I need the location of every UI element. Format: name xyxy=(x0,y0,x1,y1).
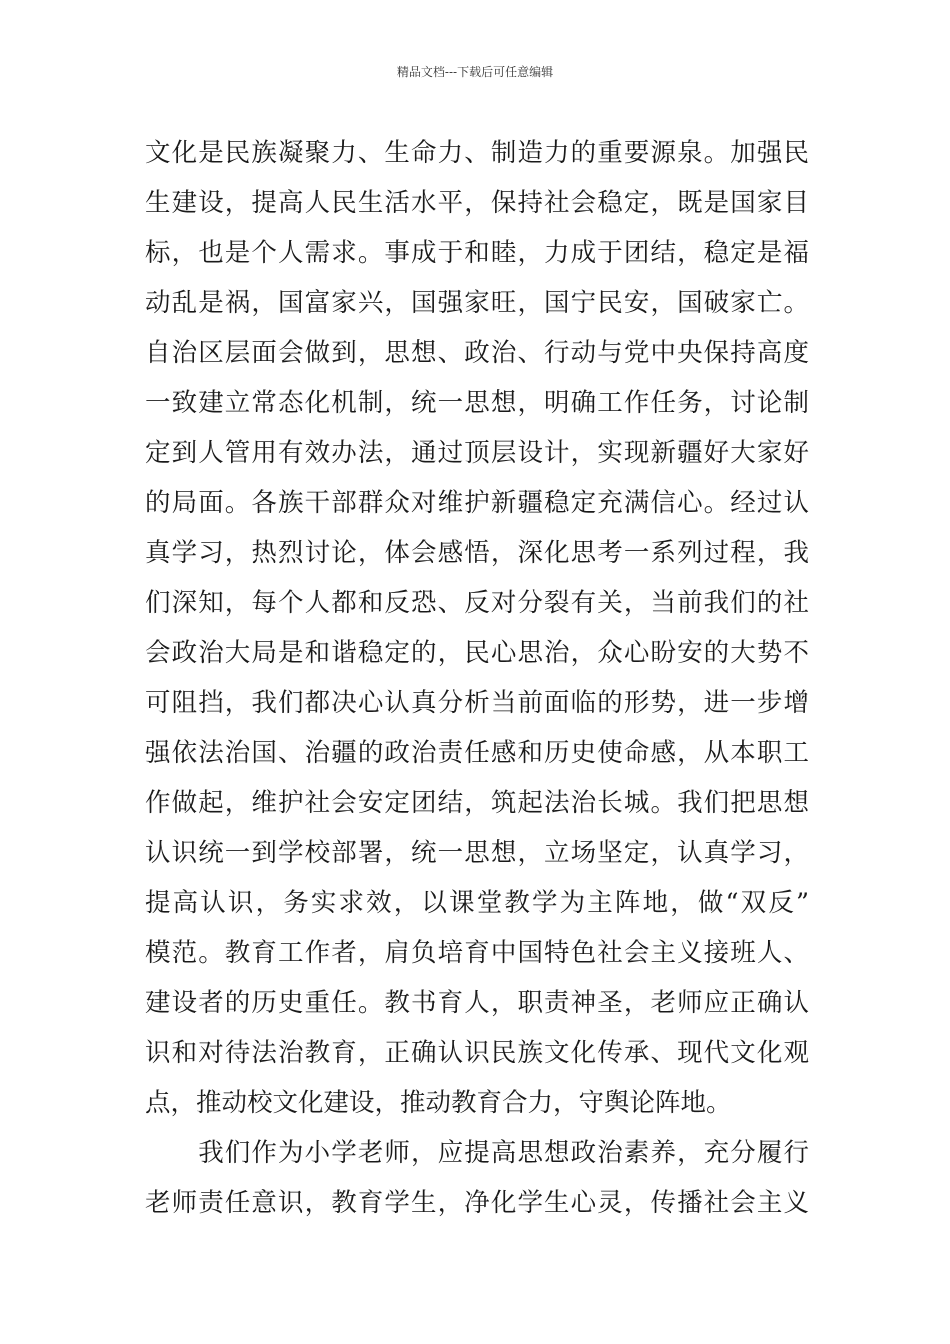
text-line: 建设者的历史重任。教书育人，职责神圣，老师应正确认 xyxy=(145,988,809,1018)
text-line: 作做起，维护社会安定团结，筑起法治长城。我们把思想 xyxy=(145,788,809,818)
text-line: 动乱是祸，国富家兴，国强家旺，国宁民安，国破家亡。 xyxy=(145,288,809,318)
paragraph-1 xyxy=(145,128,809,1128)
text-line: 自治区层面会做到，思想、政治、行动与党中央保持高度 xyxy=(145,338,809,368)
text-line: 们深知，每个人都和反恐、反对分裂有关，当前我们的社 xyxy=(145,588,809,618)
text-line: 文化是民族凝聚力、生命力、制造力的重要源泉。加强民 xyxy=(145,138,809,168)
document-body xyxy=(145,128,809,1228)
text-line: 可阻挡，我们都决心认真分析当前面临的形势，进一步增 xyxy=(145,688,809,718)
text-line: 点，推动校文化建设，推动教育合力，守舆论阵地。 xyxy=(145,1088,732,1118)
header-text: 精品文档---下载后可任意编辑 xyxy=(396,65,554,79)
text-line: 定到人管用有效办法，通过顶层设计，实现新疆好大家好 xyxy=(145,438,809,468)
text-line: 我们作为小学老师，应提高思想政治素养，充分履行 xyxy=(145,1138,809,1168)
text-line: 会政治大局是和谐稳定的，民心思治，众心盼安的大势不 xyxy=(145,638,809,668)
text-line: 强依法治国、治疆的政治责任感和历史使命感，从本职工 xyxy=(145,738,809,768)
page-header xyxy=(0,64,950,80)
paragraph-2 xyxy=(145,1128,809,1228)
text-line: 提高认识，务实求效，以课堂教学为主阵地，做“双反” xyxy=(145,888,809,918)
text-line: 标，也是个人需求。事成于和睦，力成于团结，稳定是福 xyxy=(145,238,809,268)
text-line: 的局面。各族干部群众对维护新疆稳定充满信心。经过认 xyxy=(145,488,809,518)
text-line: 真学习，热烈讨论，体会感悟，深化思考一系列过程，我 xyxy=(145,538,809,568)
text-line: 老师责任意识，教育学生，净化学生心灵，传播社会主义 xyxy=(145,1188,809,1218)
text-line: 认识统一到学校部署，统一思想，立场坚定，认真学习， xyxy=(145,838,809,868)
text-line: 识和对待法治教育，正确认识民族文化传承、现代文化观 xyxy=(145,1038,809,1068)
text-line: 生建设，提高人民生活水平，保持社会稳定，既是国家目 xyxy=(145,188,809,218)
text-line: 一致建立常态化机制，统一思想，明确工作任务，讨论制 xyxy=(145,388,809,418)
text-line: 模范。教育工作者，肩负培育中国特色社会主义接班人、 xyxy=(145,938,809,968)
